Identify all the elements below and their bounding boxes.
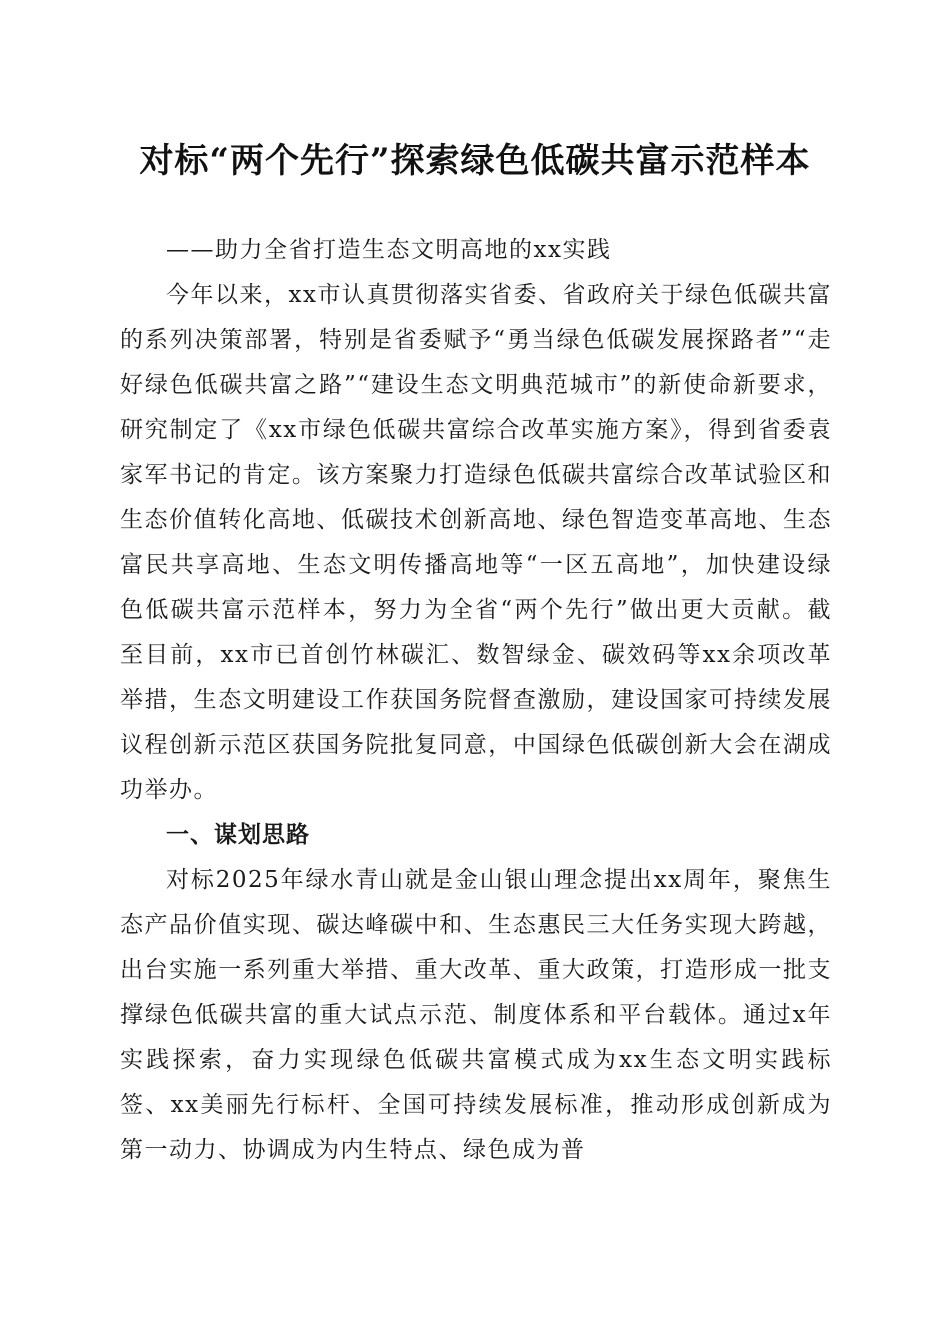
intro-paragraph: 今年以来，xx市认真贯彻落实省委、省政府关于绿色低碳共富的系列决策部署，特别是省委赋予“勇当绿色低碳发展探路者”“走好绿色低碳共富之路”“建设生态文明典范城市”的新使命新要求，研究制定了《xx市绿色低碳共富综合改革实施方案》，得到省委袁家军书记的肯定。该方案聚力打造绿色低碳共富综合改革试验区和生态价值转化高地、低碳技术创新高地、绿色智造变革高地、生态富民共享高地、生态文明传播高地等“一区五高地”，加快建设绿色低碳共富示范样本，努力为全省“两个先行”做出更大贡献。截至目前，xx市已首创竹林碳汇、数智绿金、碳效码等xx余项改革举措，生态文明建设工作获国务院督查激励，建设国家可持续发展议程创新示范区获国务院批复同意，中国绿色低碳创新大会在湖成功举办。 <box>120 282 832 803</box>
document-body <box>120 228 832 1173</box>
section-paragraph: 对标2025年绿水青山就是金山银山理念提出xx周年，聚焦生态产品价值实现、碳达峰碳中和、生态惠民三大任务实现大跨越，出台实施一系列重大举措、重大改革、重大政策，打造形成一批支撑绿色低碳共富的重大试点示范、制度体系和平台载体。通过x年实践探索，奋力实现绿色低碳共富模式成为xx生态文明实践标签、xx美丽先行标杆、全国可持续发展标准，推动形成创新成为第一动力、协调成为内生特点、绿色成为普 <box>120 867 832 1163</box>
document-subtitle: ——助力全省打造生态文明高地的xx实践 <box>166 237 612 263</box>
document-title: 对标“两个先行”探索绿色低碳共富示范样本 <box>139 141 811 181</box>
section-heading: 一、谋划思路 <box>166 822 310 848</box>
